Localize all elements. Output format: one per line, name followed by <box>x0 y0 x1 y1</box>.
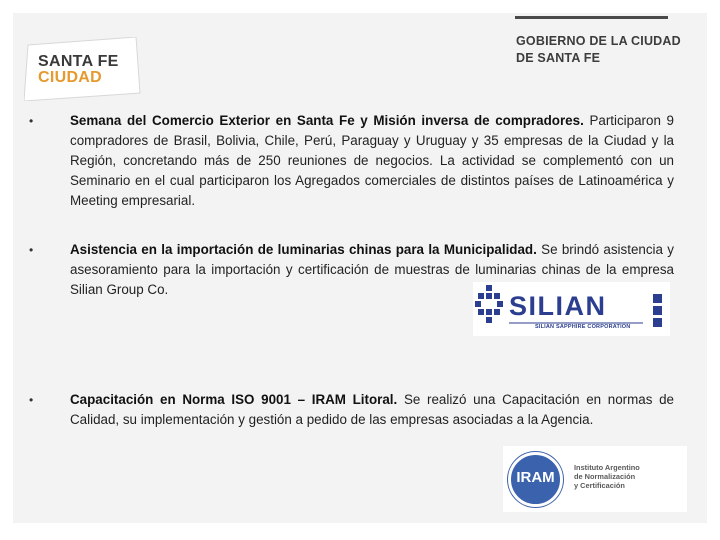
header-rule <box>515 16 668 19</box>
silian-logo <box>473 282 670 336</box>
bullet: • <box>29 114 34 128</box>
item-title: Capacitación en Norma ISO 9001 – IRAM Litoral. <box>70 392 398 407</box>
bullet: • <box>29 393 34 407</box>
bullet: • <box>29 243 34 257</box>
list-item <box>29 111 675 211</box>
iram-wordmark: IRAM <box>516 469 555 486</box>
gov-title-line1: GOBIERNO DE LA CIUDAD <box>516 34 681 48</box>
gov-title-line2: DE SANTA FE <box>516 51 601 65</box>
item-title: Asistencia en la importación de luminarias chinas para la Municipalidad. <box>70 242 537 257</box>
item-body: Participaron 9 compradores de Brasil, Bolivia, Chile, Perú, Paraguay y Uruguay y 35 empresas de la Ciudad y la Región, concretando más de 250 reuniones de negocios. La actividad se complementó con un Seminario en el cual participaron los Agregados comerciales de distintos países de Latinoamérica y Meeting empresarial. <box>70 113 674 208</box>
government-title <box>516 33 696 67</box>
item-text <box>70 111 674 211</box>
logo-text-santa-fe: SANTA FE <box>38 53 119 70</box>
item-text <box>70 390 674 430</box>
logo-text-ciudad: CIUDAD <box>38 69 103 86</box>
silian-subtitle: SILIAN SAPPHIRE CORPORATION <box>535 324 631 330</box>
santa-fe-logo <box>24 37 142 101</box>
item-body: Se realizó una Capacitación en normas de Calidad, su implementación y gestión a pedido de las empresas asociadas a la Agencia. <box>70 392 674 427</box>
iram-line2: de Normalización <box>574 472 636 481</box>
iram-description <box>574 463 684 490</box>
silian-wordmark: SILIAN <box>509 291 607 321</box>
item-body: Se brindó asistencia y asesoramiento para la importación y certificación de muestras de luminarias chinas de la empresa Silian Group Co. <box>70 242 674 297</box>
iram-logo <box>503 446 687 512</box>
iram-line3: y Certificación <box>574 481 625 490</box>
iram-line1: Instituto Argentino <box>574 463 640 472</box>
list-item <box>29 390 675 450</box>
item-title: Semana del Comercio Exterior en Santa Fe y Misión inversa de compradores. <box>70 113 584 128</box>
